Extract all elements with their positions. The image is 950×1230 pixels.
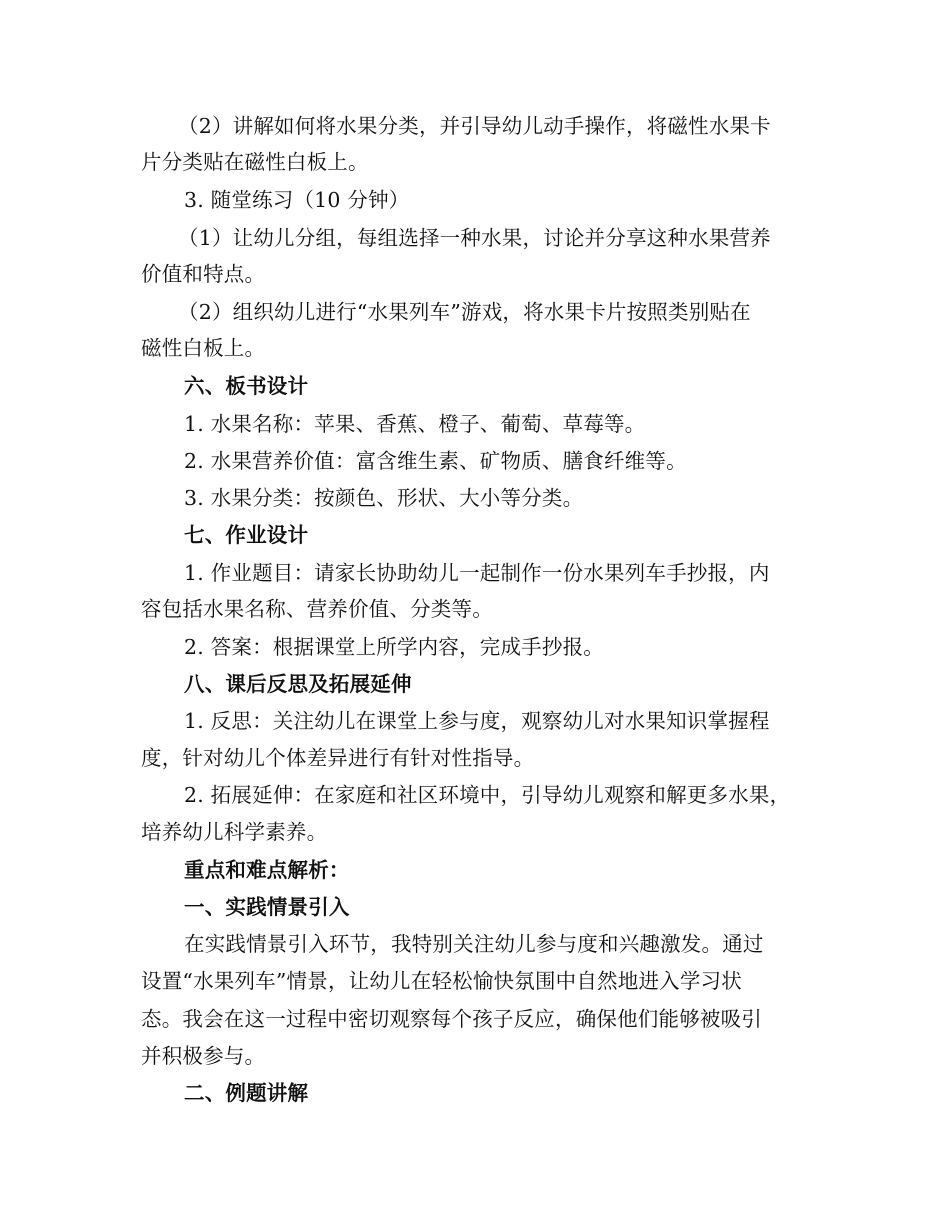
list-item: 1. 作业题目：请家长协助幼儿一起制作一份水果列车手抄报，内: [184, 561, 770, 585]
paragraph-line: 在实践情景引入环节，我特别关注幼儿参与度和兴趣激发。通过: [184, 932, 764, 956]
section-heading: 重点和难点解析：: [184, 858, 350, 882]
list-item: 1. 反思：关注幼儿在课堂上参与度，观察幼儿对水果知识掌握程: [184, 709, 770, 733]
section-heading: 七、作业设计: [184, 523, 309, 547]
paragraph-line: （1）让幼儿分组，每组选择一种水果，讨论并分享这种水果营养: [178, 226, 771, 250]
list-item: 2. 水果营养价值：富含维生素、矿物质、膳食纤维等。: [184, 449, 687, 473]
paragraph-line: 磁性白板上。: [141, 336, 266, 360]
section-heading: 六、板书设计: [184, 374, 309, 398]
section-heading: 八、课后反思及拓展延伸: [184, 672, 412, 696]
list-item: 3. 水果分类：按颜色、形状、大小等分类。: [184, 486, 584, 510]
paragraph-line: 容包括水果名称、营养价值、分类等。: [141, 597, 493, 621]
list-item: 2. 答案：根据课堂上所学内容，完成手抄报。: [184, 635, 604, 659]
paragraph-line: 度，针对幼儿个体差异进行有针对性指导。: [141, 746, 535, 770]
paragraph-line: 价值和特点。: [141, 262, 266, 286]
paragraph-line: 并积极参与。: [141, 1044, 266, 1068]
paragraph-line: 培养幼儿科学素养。: [141, 820, 328, 844]
paragraph-line: 设置“水果列车”情景，让幼儿在轻松愉快氛围中自然地进入学习状: [141, 969, 742, 993]
section-heading: 一、实践情景引入: [184, 895, 350, 919]
list-item: 1. 水果名称：苹果、香蕉、橙子、葡萄、草莓等。: [184, 412, 646, 436]
list-item: 2. 拓展延伸：在家庭和社区环境中，引导幼儿观察和解更多水果，: [184, 783, 791, 807]
paragraph-line: （2）组织幼儿进行“水果列车”游戏，将水果卡片按照类别贴在: [178, 300, 751, 324]
section-heading: 二、例题讲解: [184, 1081, 309, 1105]
paragraph-line: 态。我会在这一过程中密切观察每个孩子反应，确保他们能够被吸引: [141, 1007, 762, 1031]
paragraph-line: 片分类贴在磁性白板上。: [141, 150, 369, 174]
list-item: 3. 随堂练习（10 分钟）: [184, 188, 410, 212]
paragraph-line: （2）讲解如何将水果分类，并引导幼儿动手操作，将磁性水果卡: [178, 114, 771, 138]
